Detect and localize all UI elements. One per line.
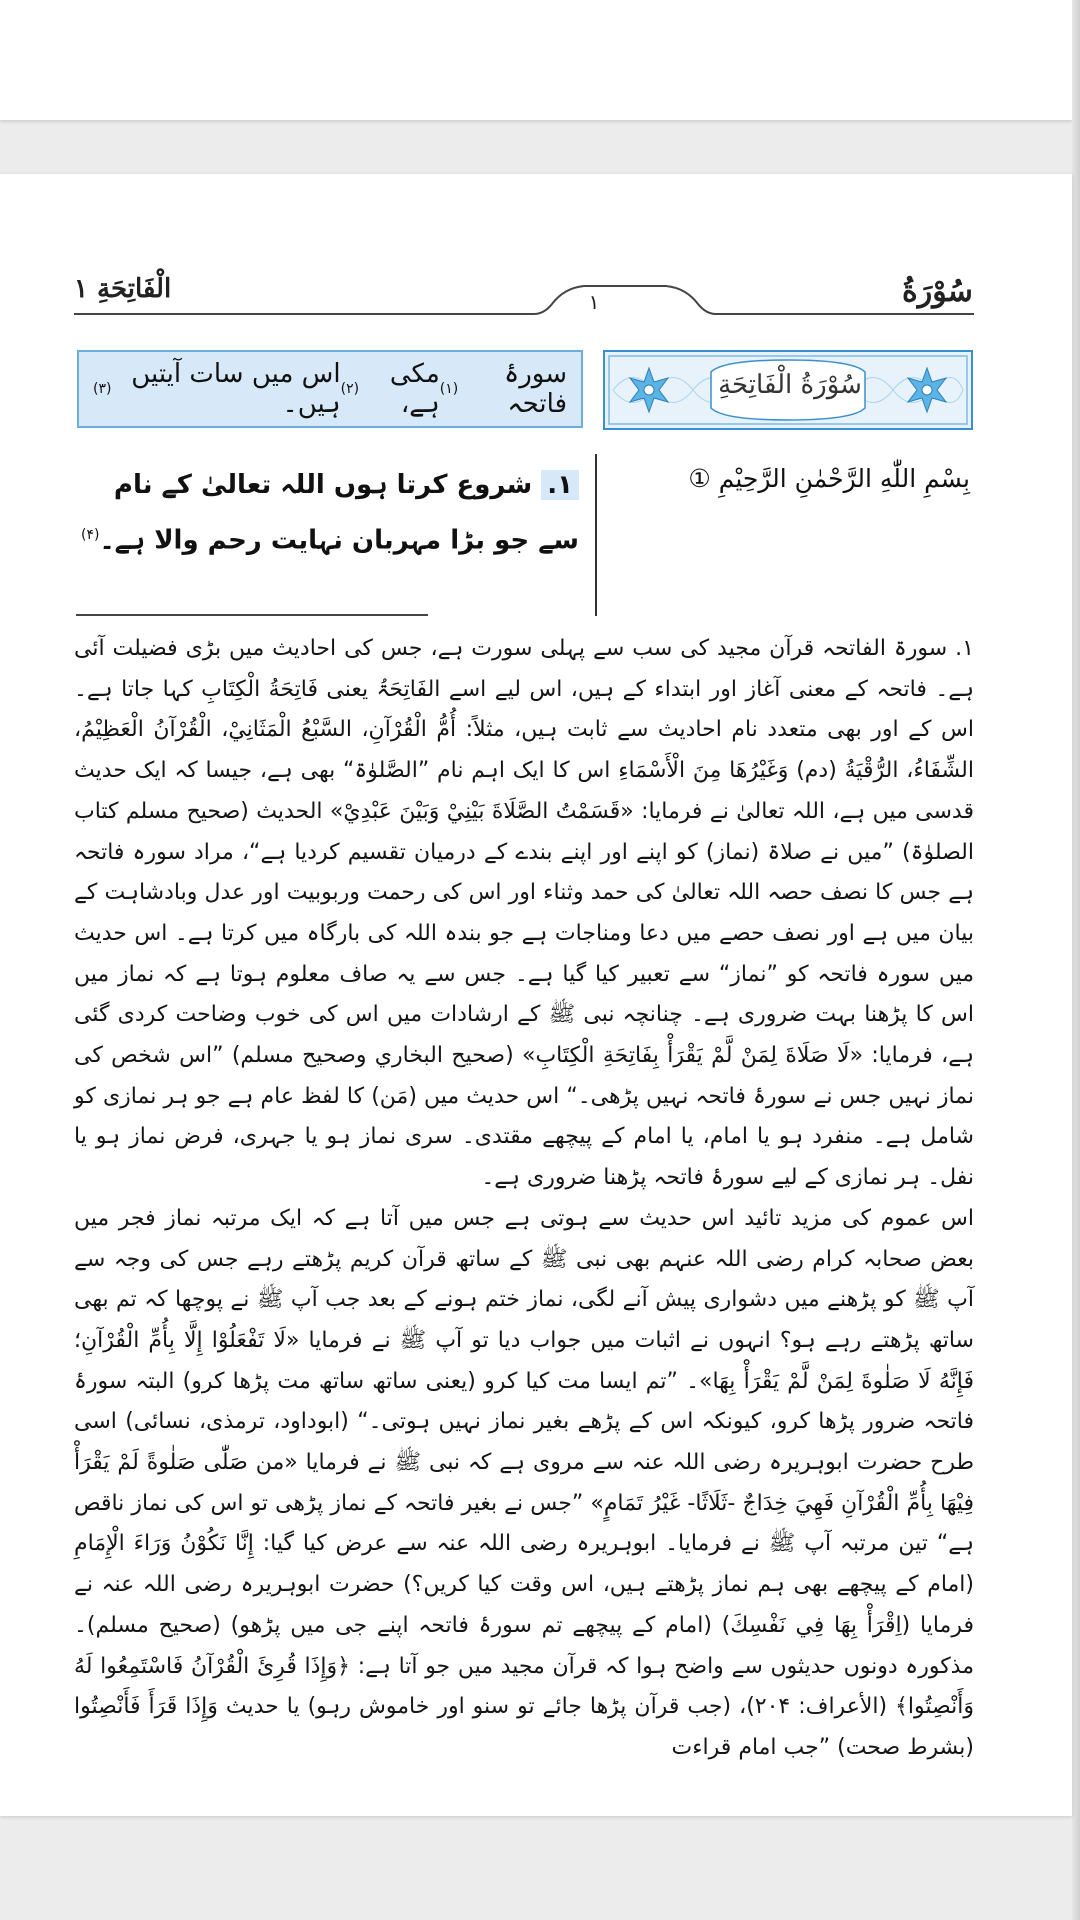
previous-page-card [0, 0, 1072, 120]
surah-name-header: الْفَاتِحَةِ ۱ [74, 274, 172, 304]
footnote-ref-3[interactable]: (۳) [93, 381, 112, 397]
arabic-verse: بِسْمِ اللّٰهِ الرَّحْمٰنِ الرَّحِيْمِ ① [688, 464, 970, 493]
column-divider [595, 454, 597, 616]
commentary-paragraph-1: ۱. سورۃ الفاتحہ قرآن مجید کی سب سے پہلی سورت ہے، جس کی احادیث میں بڑی فضیلت آئی ہے۔ فاتحہ کے معنی آغاز اور ابتداء کے ہیں، اس لیے اسے الفَاتِحَۃُ یعنی فَاتِحَةُ الْكِتَابِ کہا جاتا ہے۔ اس کے اور بھی متعدد نام احادیث سے ثابت ہیں، مثلاً: أُمُّ الْقُرْآنِ، السَّبْعُ الْمَثَانِيْ، الْقُرْآنُ الْعَظِيْمُ، الشِّفَاءُ، الرُّقْيَةُ (دم) وَغَيْرُهَا مِنَ الْأَسْمَاءِ اس کا ایک اہم نام ”الصَّلوٰۃ“ بھی ہے، جیسا کہ ایک حدیث قدسی میں ہے، اللہ تعالیٰ نے فرمایا: «قَسَمْتُ الصَّلَاةَ بَيْنِيْ وَبَيْنَ عَبْدِيْ» الحدیث (صحیح مسلم کتاب الصلوٰۃ) ”میں نے صلاۃ (نماز) کو اپنے اور اپنے بندے کے درمیان تقسیم کردیا ہے“، مراد سورہ فاتحہ ہے جس کا نصف حصہ اللہ تعالیٰ کی حمد وثناء اور اس کی رحمت وربوبیت اور عدل وبادشاہت کے بیان میں ہے اور نصف حصے میں دعا ومناجات ہے جو بندہ اللہ کی بارگاہ میں کرتا ہے۔ اس حدیث میں سورہ فاتحہ کو ”نماز“ سے تعبیر کیا گیا ہے۔ جس سے یہ صاف معلوم ہوتا ہے کہ نماز میں اس کا پڑھنا بہت ضروری ہے۔ چنانچہ نبی ﷺ کے ارشادات میں اس کی خوب وضاحت کردی گئی ہے، فرمایا: «لَا صَلَاةَ لِمَنْ لَّمْ يَقْرَأْ بِفَاتِحَةِ الْكِتَابِ» (صحیح البخاري وصحیح مسلم) ”اس شخص کی نماز نہیں جس نے سورۂ فاتحہ نہیں پڑھی۔“ اس حدیث میں (مَن) کا لفظ عام ہے جو ہر نمازی کو شامل ہے۔ منفرد ہو یا امام، یا امام کے پیچھے مقتدی۔ سری نماز ہو یا جہری، فرض نماز ہو یا نفل۔ ہر نمازی کے لیے سورۂ فاتحہ پڑھنا ضروری ہے۔ [74, 636, 974, 1191]
verse-translation [74, 460, 579, 566]
surah-info-box [77, 350, 583, 428]
footnote-ref-1[interactable]: (۱) [439, 381, 459, 397]
surah-label-header: سُوْرَةُ [902, 274, 973, 309]
footnote-separator [76, 614, 428, 616]
footnote-ref-4[interactable]: (۴) [80, 527, 100, 543]
info-text-a: سورۂ فاتحہ [503, 359, 567, 419]
document-page [0, 174, 1072, 1816]
verse-number: ۱. [541, 470, 579, 500]
scroll-edge [1072, 0, 1080, 1920]
info-text-b: مکی ہے، [389, 359, 440, 419]
commentary-paragraph-2: اس عموم کی مزید تائید اس حدیث سے ہوتی ہے جس میں آتا ہے کہ ایک مرتبہ نماز فجر میں بعض صحابہ کرام رضی اللہ عنہم بھی نبی ﷺ کے ساتھ قرآن کریم پڑھتے رہے جس کی وجہ سے آپ ﷺ کو پڑھنے میں دشواری پیش آنے لگی، نماز ختم ہونے کے بعد جب آپ ﷺ نے پوچھا کہ تم بھی ساتھ پڑھتے رہے ہو؟ انہوں نے اثبات میں جواب دیا تو آپ ﷺ نے فرمایا «لَا تَفْعَلُوْا إِلَّا بِأُمِّ الْقُرْآنِ؛ فَإِنَّهُ لَا صَلٰوةَ لِمَنْ لَّمْ يَقْرَأْ بِهَا»۔ ”تم ایسا مت کیا کرو (یعنی ساتھ ساتھ مت پڑھا کرو) البتہ سورۂ فاتحہ ضرور پڑھا کرو، کیونکہ اس کے پڑھے بغیر نماز نہیں ہوتی۔“ (ابوداود، ترمذی، نسائی) اسی طرح حضرت ابوہریرہ رضی اللہ عنہ سے مروی ہے کہ نبی ﷺ نے فرمایا «من صَلّٰى صَلٰوةً لَمْ يَقْرَأْ فِيْهَا بِأُمِّ الْقُرْآنِ فَهِيَ خِدَاجٌ -ثَلَاثًا- غَيْرُ تَمَامٍ» ”جس نے بغیر فاتحہ کے نماز پڑھی تو اس کی نماز ناقص ہے“ تین مرتبہ آپ ﷺ نے فرمایا۔ ابوہریرہ رضی اللہ عنہ سے عرض کیا گیا: إِنَّا نَكُوْنُ وَرَاءَ الْإِمَامِ (امام کے پیچھے بھی ہم نماز پڑھتے ہیں، اس وقت کیا کریں؟) حضرت ابوہریرہ رضی اللہ عنہ نے فرمایا (اِقْرَأْ بِهَا فِي نَفْسِكَ) (امام کے پیچھے تم سورۂ فاتحہ اپنے جی میں پڑھو) (صحیح مسلم)۔ مذکورہ دونوں حدیثوں سے واضح ہوا کہ قرآن مجید میں جو آتا ہے: ﴿وَإِذَا قُرِئَ الْقُرْآنُ فَاسْتَمِعُوا لَهُ وَأَنْصِتُوا﴾ (الأعراف: ۲۰۴)، (جب قرآن پڑھا جائے تو سنو اور خاموش رہو) یا حدیث وَإِذَا قَرَأَ فَأَنْصِتُوا (بشرط صحت) ”جب امام قراءت [74, 1205, 974, 1760]
info-text-c: اس میں سات آیتیں ہیں۔ [131, 359, 341, 419]
surah-title-calligraphy: سُوْرَةُ الْفَاتِحَةِ [718, 370, 862, 400]
footnote-ref-2[interactable]: (۲) [340, 381, 360, 397]
commentary-text [74, 629, 974, 1769]
translation-text: شروع کرتا ہوں اللہ تعالیٰ کے نام سے جو بڑا مہربان نہایت رحم والا ہے۔ [99, 470, 579, 556]
page-number: ۱ [588, 290, 600, 314]
header-rule [74, 278, 974, 318]
